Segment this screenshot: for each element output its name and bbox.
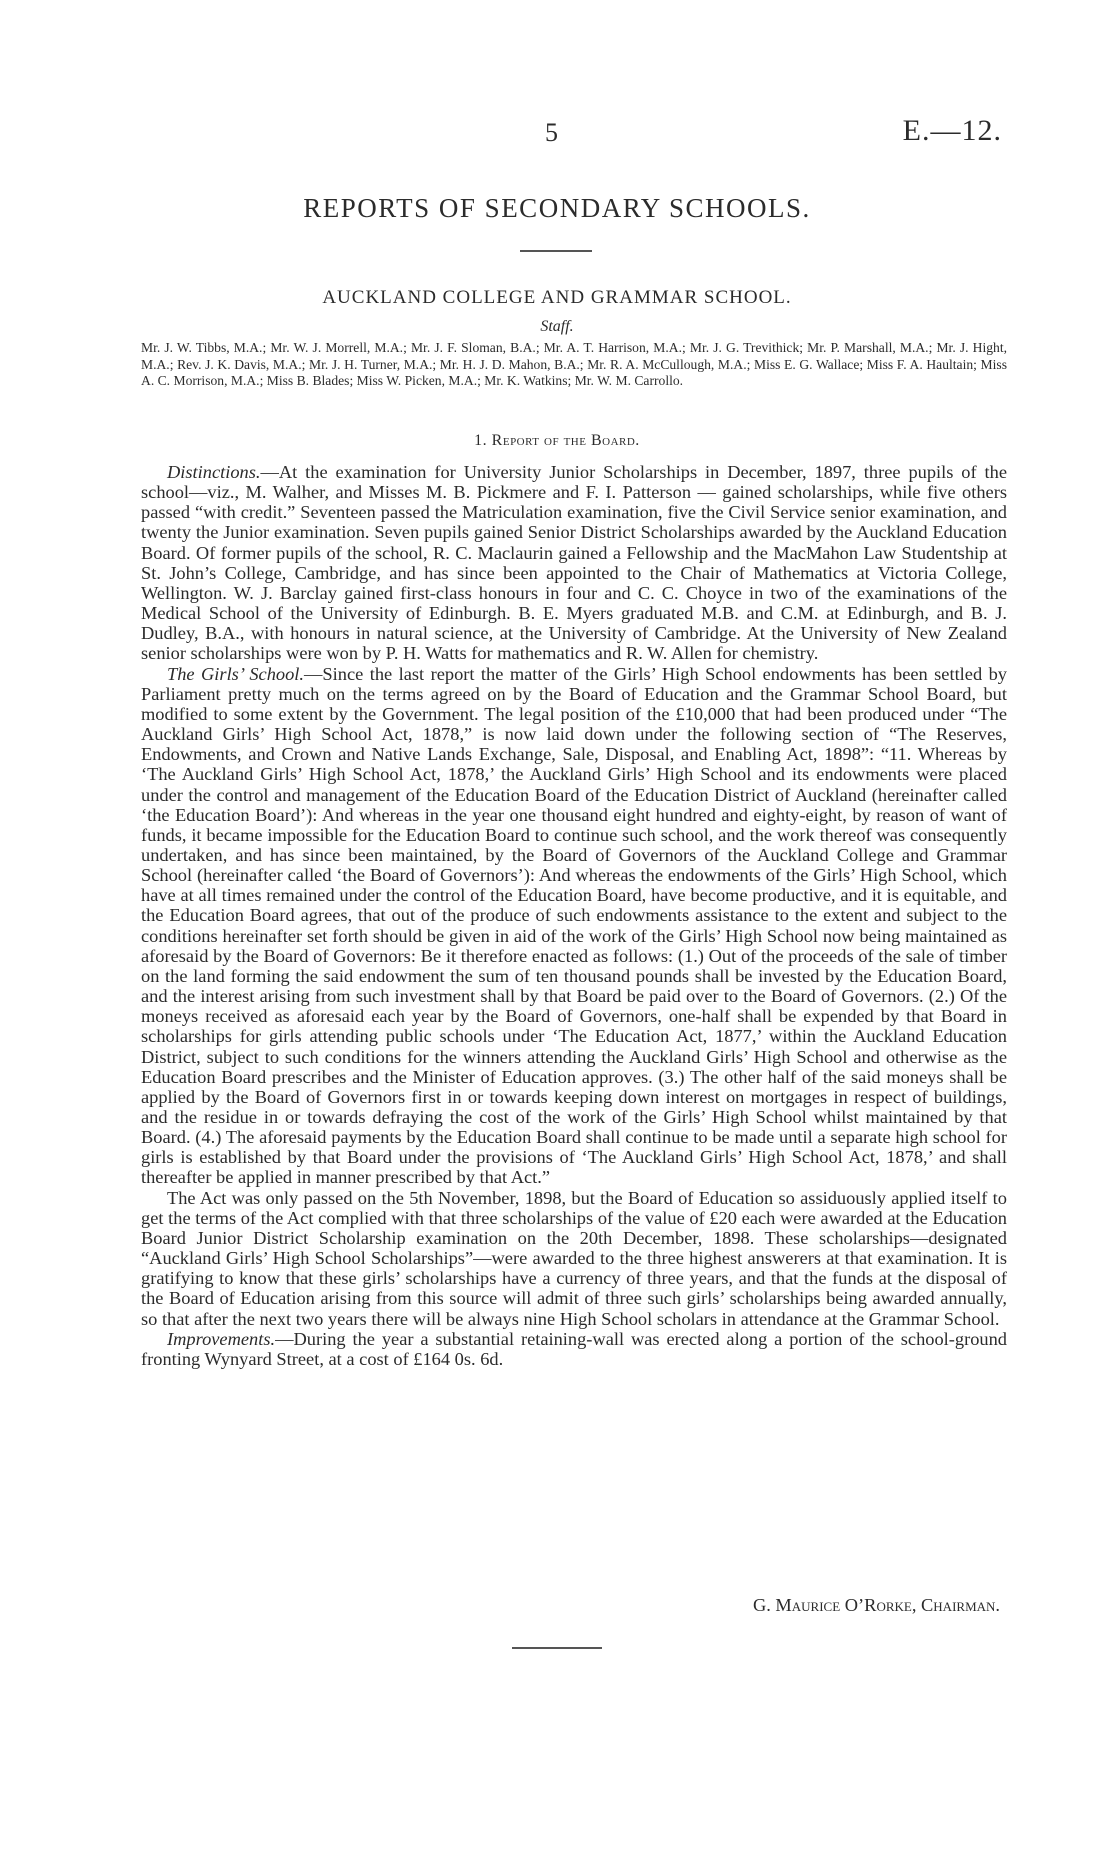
chairman-signature: G. Maurice O’Rorke, Chairman. (752, 1595, 1000, 1615)
page-title: REPORTS OF SECONDARY SCHOOLS. (303, 193, 811, 223)
paragraph-text: —Since the last report the matter of the Girls’ High School endowments has been settled by Parliament pretty much on the terms agreed on by the Board of Education and the Grammar School Board, but modified to some extent by the Government. The legal position of the £10,000 that had been produced under “The Auckland Girls’ High School Act, 1878,” is now laid down under the following section of “The Reserves, Endowments, and Crown and Native Lands Exchange, Sale, Disposal, and Enabling Act, 1898”: “11. Whereas by ‘The Auckland Girls’ High School Act, 1878,’ the Auckland Girls’ High School and its endowments were placed under the control and management of the Education Board of the Education District of Auckland (hereinafter called ‘the Education Board’): And whereas in the year one thousand eight hundred and eighty-eight, by reason of want of funds, it became impossible for the Education Board to continue such school, and the work thereof was consequently undertaken, and has since been maintained, by the Board of Governors of the Auckland College and Grammar School (hereinafter called ‘the Board of Governors’): And whereas the endowments of the Girls’ High School, which have at all times remained under the control of the Education Board, have become productive, and it is equitable, and the Education Board agrees, that out of the produce of such endowments assistance to the extent and subject to the conditions hereinafter set forth should be given in aid of the work of the Girls’ High School now being maintained as aforesaid by the Board of Governors: Be it therefore enacted as follows: (1.) Out of the proceeds of the sale of timber on the land forming the said endowment the sum of ten thousand pounds shall be invested by the Education Board, and the interest arising from such investment shall by that Board be paid over to the Board of Governors. (2.) Of the moneys received as aforesaid each year by the Board of Governors, one-half shall be expended by that Board in scholarships for girls attending public schools under ‘The Education Act, 1877,’ within the Auckland Education District, subject to such conditions for the winners attending the Auckland Girls’ High School and otherwise as the Education Board prescribes and the Minister of Education approves. (3.) The other half of the said moneys shall be applied by the Board of Governors first in or towards keeping down interest on mortgages in respect of buildings, and the residue in or towards defraying the cost of the work of the Girls’ High School whilst maintained by that Board. (4.) The aforesaid payments by the Education Board shall continue to be made until a separate high school for girls is established by that Board under the provisions of ‘The Auckland Girls’ High School Act, 1878,’ and shall thereafter be applied in manner prescribed by that Act.” (141, 663, 1007, 1188)
report-heading: 1. Report of the Board. (474, 432, 640, 449)
document-reference: E.—12. (902, 114, 1002, 147)
report-body (141, 462, 1007, 1369)
paragraph-lead: The Girls’ School. (167, 663, 305, 684)
paragraph-lead: Improvements. (167, 1328, 276, 1349)
end-divider (512, 1647, 602, 1649)
staff-label: Staff. (540, 318, 574, 335)
school-name-heading: AUCKLAND COLLEGE AND GRAMMAR SCHOOL. (322, 287, 792, 308)
page-number: 5 (545, 118, 558, 147)
paragraph-text: The Act was only passed on the 5th November, 1898, but the Board of Education so assiduously applied itself to get the terms of the Act complied with that three scholarships of the value of £20 each were awarded at the Education Board Junior District Scholarship examination on the 20th December, 1898. These scholarships—designated “Auckland Girls’ High School Scholarships”—were awarded to the three highest answerers at that examination. It is gratifying to know that these girls’ scholarships have a currency of three years, and that the funds at the disposal of the Board of Education arising from this source will admit of three such girls’ scholarships being awarded annually, so that after the next two years there will be always nine High School scholars in attendance at the Grammar School. (141, 1187, 1007, 1329)
paragraph-lead: Distinctions. (167, 462, 261, 482)
paragraph-improvements (141, 1329, 1007, 1369)
title-divider (520, 250, 592, 252)
paragraph-girls-school (141, 664, 1007, 1188)
paragraph-distinctions (141, 462, 1007, 664)
staff-list: Mr. J. W. Tibbs, M.A.; Mr. W. J. Morrell, M.A.; Mr. J. F. Sloman, B.A.; Mr. A. T. Harrison, M.A.; Mr. J. G. Trevithick; Mr. P. Marshall, M.A.; Mr. J. Hight, M.A.; Rev. J. K. Davis, M.A.; Mr. J. H. Turner, M.A.; Mr. H. J. D. Mahon, B.A.; Mr. R. A. McCullough, M.A.; Miss E. G. Wallace; Miss F. A. Haultain; Miss A. C. Morrison, M.A.; Miss B. Blades; Miss W. Picken, M.A.; Mr. K. Watkins; Mr. W. M. Carrollo. (141, 340, 1007, 388)
paragraph-text: —During the year a substantial retaining-wall was erected along a portion of the school-ground fronting Wynyard Street, at a cost of £164 0s. 6d. (141, 1328, 1007, 1369)
paragraph-text: —At the examination for University Junior Scholarships in December, 1897, three pupils of the school—viz., M. Walher, and Misses M. B. Pickmere and F. I. Patterson — gained scholarships, while five others passed “with credit.” Seventeen passed the Matriculation examination, five the Civil Service senior examination, and twenty the Junior examination. Seven pupils gained Senior District Scholarships awarded by the Auckland Education Board. Of former pupils of the school, R. C. Maclaurin gained a Fellowship and the MacMahon Law Studentship at St. John’s College, Cambridge, and has since been appointed to the Chair of Mathematics at Victoria College, Wellington. W. J. Barclay gained first-class honours in four and C. C. Choyce in two of the examinations of the Medical School of the University of Edinburgh. B. E. Myers graduated M.B. and C.M. at Edinburgh, and B. J. Dudley, B.A., with honours in natural science, at the University of Cambridge. At the University of New Zealand senior scholarships were won by P. H. Watts for mathematics and R. W. Allen for chemistry. (141, 462, 1007, 664)
paragraph-act (141, 1188, 1007, 1329)
